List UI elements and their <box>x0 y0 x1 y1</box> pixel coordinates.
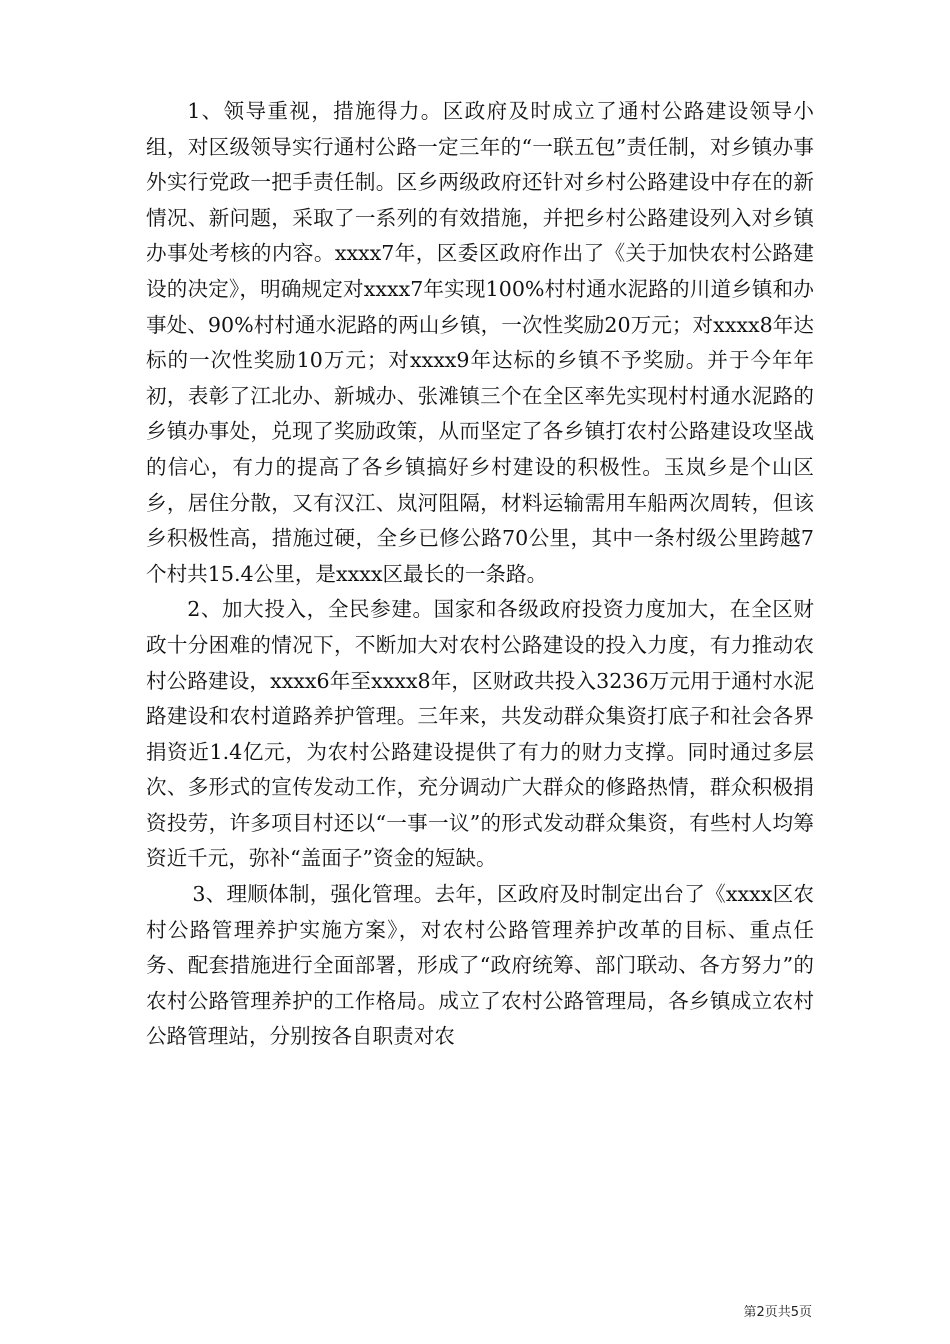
paragraph-3: 3、理顺体制，强化管理。去年，区政府及时制定出台了《xxxx区农村公路管理养护实施方案》，对农村公路管理养护改革的目标、重点任务、配套措施进行全面部署，形成了“政府统筹、部门联动、各方努力”的农村公路管理养护的工作格局。成立了农村公路管理局，各乡镇成立农村公路管理站，分别按各自职责对农 <box>146 882 814 1049</box>
document-body <box>146 94 814 1055</box>
paragraph-1: 1、领导重视，措施得力。区政府及时成立了通村公路建设领导小组，对区级领导实行通村公路一定三年的“一联五包”责任制，对乡镇办事外实行党政一把手责任制。区乡两级政府还针对乡村公路建设中存在的新情况、新问题，采取了一系列的有效措施，并把乡村公路建设列入对乡镇办事处考核的内容。xxxx7年，区委区政府作出了《关于加快农村公路建设的决定》，明确规定对xxxx7年实现100%村村通水泥路的川道乡镇和办事处、90%村村通水泥路的两山乡镇，一次性奖励20万元；对xxxx8年达标的一次性奖励10万元；对xxxx9年达标的乡镇不予奖励。并于今年年初，表彰了江北办、新城办、张滩镇三个在全区率先实现村村通水泥路的乡镇办事处，兑现了奖励政策，从而坚定了各乡镇打农村公路建设攻坚战的信心，有力的提高了各乡镇搞好乡村建设的积极性。玉岚乡是个山区乡，居住分散，又有汉江、岚河阻隔，材料运输需用车船两次周转，但该乡积极性高，措施过硬，全乡已修公路70公里，其中一条村级公里跨越7个村共15.4公里，是xxxx区最长的一条路。 <box>146 99 814 586</box>
paragraph-2: 2、加大投入，全民参建。国家和各级政府投资力度加大，在全区财政十分困难的情况下，不断加大对农村公路建设的投入力度，有力推动农村公路建设，xxxx6年至xxxx8年，区财政共投入3236万元用于通村水泥路建设和农村道路养护管理。三年来，共发动群众集资打底子和社会各界捐资近1.4亿元，为农村公路建设提供了有力的财力支撑。同时通过多层次、多形式的宣传发动工作，充分调动广大群众的修路热情，群众积极捐资投劳，许多项目村还以“一事一议”的形式发动群众集资，有些村人均筹资近千元，弥补“盖面子”资金的短缺。 <box>146 597 814 871</box>
page-number-footer: 第2页共5页 <box>743 1305 812 1320</box>
